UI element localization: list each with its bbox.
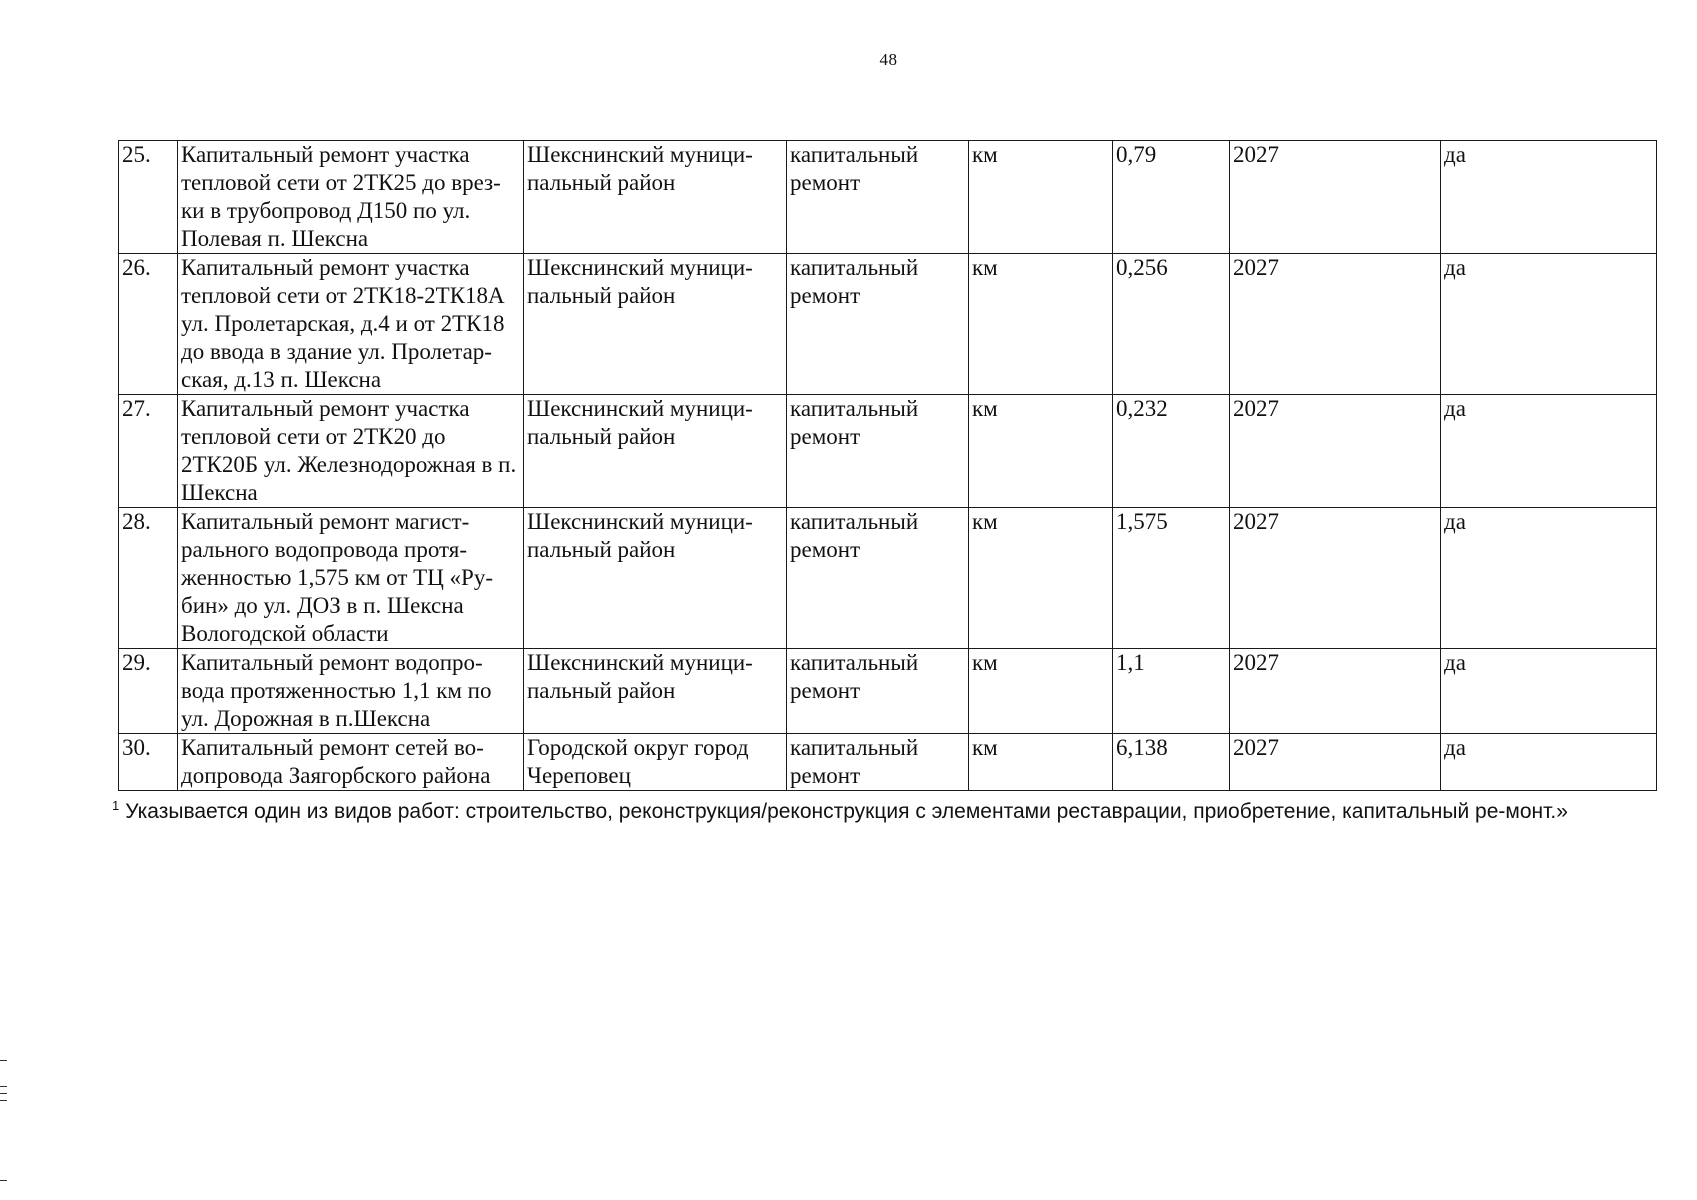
work-type: капитальный ремонт bbox=[787, 649, 969, 734]
capacity-value: 0,232 bbox=[1113, 395, 1230, 508]
unit: км bbox=[969, 395, 1113, 508]
margin-mark bbox=[0, 1100, 7, 1101]
margin-mark bbox=[0, 1180, 7, 1181]
table-row bbox=[119, 508, 1657, 649]
flag-value: да bbox=[1441, 734, 1657, 791]
municipality: Шекснинский муници-пальный район bbox=[524, 508, 787, 649]
unit: км bbox=[969, 508, 1113, 649]
municipality: Шекснинский муници-пальный район bbox=[524, 254, 787, 395]
capacity-value: 0,256 bbox=[1113, 254, 1230, 395]
flag-value: да bbox=[1441, 649, 1657, 734]
object-name: Капитальный ремонт водопро-вода протяженностью 1,1 км по ул. Дорожная в п.Шексна bbox=[178, 649, 524, 734]
margin-mark bbox=[0, 1060, 7, 1061]
row-number: 30. bbox=[119, 734, 178, 791]
margin-mark bbox=[0, 1093, 7, 1094]
unit: км bbox=[969, 254, 1113, 395]
completion-year: 2027 bbox=[1230, 734, 1441, 791]
table-row bbox=[119, 649, 1657, 734]
flag-value: да bbox=[1441, 508, 1657, 649]
work-type: капитальный ремонт bbox=[787, 508, 969, 649]
flag-value: да bbox=[1441, 254, 1657, 395]
municipality: Городской округ город Череповец bbox=[524, 734, 787, 791]
object-name: Капитальный ремонт участка тепловой сети от 2ТК25 до врез-ки в трубопровод Д150 по ул. Полевая п. Шексна bbox=[178, 141, 524, 254]
unit: км bbox=[969, 649, 1113, 734]
flag-value: да bbox=[1441, 141, 1657, 254]
table-row bbox=[119, 734, 1657, 791]
work-type: капитальный ремонт bbox=[787, 141, 969, 254]
unit: км bbox=[969, 734, 1113, 791]
works-table bbox=[118, 140, 1657, 791]
completion-year: 2027 bbox=[1230, 649, 1441, 734]
object-name: Капитальный ремонт участка тепловой сети от 2ТК18-2ТК18А ул. Пролетарская, д.4 и от 2ТК18 до ввода в здание ул. Пролетар-ская, д.13 п. Шексна bbox=[178, 254, 524, 395]
municipality: Шекснинский муници-пальный район bbox=[524, 649, 787, 734]
completion-year: 2027 bbox=[1230, 508, 1441, 649]
work-type: капитальный ремонт bbox=[787, 395, 969, 508]
footnote bbox=[112, 795, 1656, 831]
object-name: Капитальный ремонт участка тепловой сети от 2ТК20 до 2ТК20Б ул. Железнодорожная в п. Шексна bbox=[178, 395, 524, 508]
completion-year: 2027 bbox=[1230, 141, 1441, 254]
table-row bbox=[119, 395, 1657, 508]
row-number: 25. bbox=[119, 141, 178, 254]
completion-year: 2027 bbox=[1230, 254, 1441, 395]
footnote-text: Указывается один из видов работ: строительство, реконструкция/реконструкция с элементами реставрации, приобретение, капитальный ре-монт.» bbox=[125, 800, 1568, 823]
unit: км bbox=[969, 141, 1113, 254]
footnote-marker: 1 bbox=[112, 798, 120, 813]
capacity-value: 0,79 bbox=[1113, 141, 1230, 254]
object-name: Капитальный ремонт сетей во-допровода Заягорбского района bbox=[178, 734, 524, 791]
work-type: капитальный ремонт bbox=[787, 734, 969, 791]
page-number: 48 bbox=[879, 50, 898, 69]
municipality: Шекснинский муници-пальный район bbox=[524, 141, 787, 254]
object-name: Капитальный ремонт магист-рального водопровода протя-женностью 1,575 км от ТЦ «Ру-бин» до ул. ДОЗ в п. Шексна Вологодской области bbox=[178, 508, 524, 649]
row-number: 29. bbox=[119, 649, 178, 734]
capacity-value: 6,138 bbox=[1113, 734, 1230, 791]
capacity-value: 1,1 bbox=[1113, 649, 1230, 734]
table-row bbox=[119, 141, 1657, 254]
row-number: 26. bbox=[119, 254, 178, 395]
table-row bbox=[119, 254, 1657, 395]
capacity-value: 1,575 bbox=[1113, 508, 1230, 649]
margin-mark bbox=[0, 1086, 7, 1087]
completion-year: 2027 bbox=[1230, 395, 1441, 508]
row-number: 28. bbox=[119, 508, 178, 649]
municipality: Шекснинский муници-пальный район bbox=[524, 395, 787, 508]
flag-value: да bbox=[1441, 395, 1657, 508]
work-type: капитальный ремонт bbox=[787, 254, 969, 395]
row-number: 27. bbox=[119, 395, 178, 508]
